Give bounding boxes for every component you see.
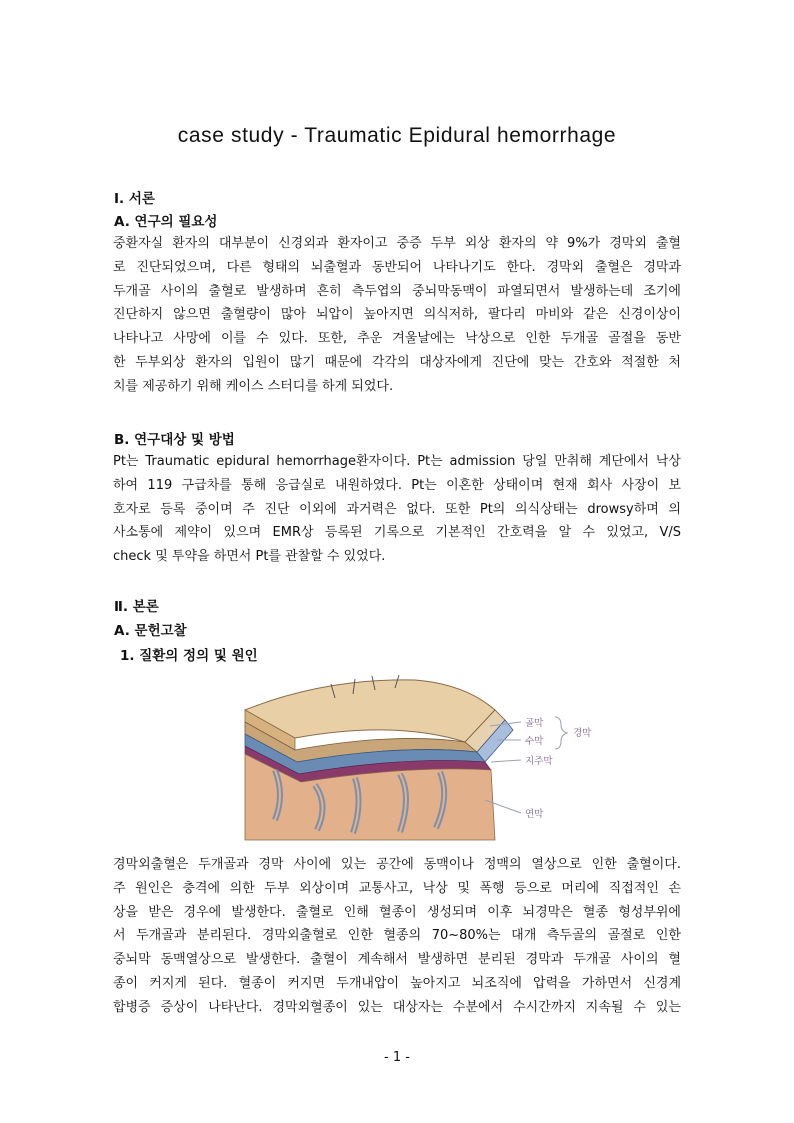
text-line: 두개골 사이의 출혈로 발생하며 흔히 측두엽의 중뇌막동맥이 파열되면서 발생하는데 조기에 [113,283,681,299]
label-bone: 골막 [525,718,544,729]
section-heading-introduction: Ⅰ. 서론 [114,191,155,207]
text-line: 로 진단되었으며, 다른 형태의 뇌출혈과 동반되어 나타나기도 한다. 경막외 출혈은 경막과 [113,259,681,275]
text-line: 상을 받은 경우에 발생한다. 출혈로 인해 혈종이 생성되며 이후 뇌경막은 혈종 형성부위에 [113,904,681,920]
subsection-heading-subject-method: B. 연구대상 및 방법 [114,432,235,448]
text-line: 주 원인은 충격에 의한 두부 외상이며 교통사고, 낙상 및 폭행 등으로 머리에 직접적인 손 [113,880,681,896]
item-heading-definition: 1. 질환의 정의 및 원인 [120,648,258,664]
paragraph-subject-method [113,450,681,569]
paragraph-necessity [113,232,681,399]
subsection-heading-literature: A. 문헌고찰 [114,623,187,639]
paragraph-definition [113,853,681,1020]
text-line: Pt는 Traumatic epidural hemorrhage환자이다. Pt는 admission 당일 만취해 계단에서 낙상 [113,454,681,469]
text-line: 나타나고 사망에 이를 수 있다. 또한, 추운 겨울날에는 낙상으로 인한 두개골 골절을 동반 [113,331,681,347]
text-line: 경막외출혈은 두개골과 경막 사이에 있는 공간에 동맥이나 정맥의 열상으로 인한 출혈이다. [113,857,681,872]
text-line: 호자로 등록 중이며 주 진단 이외에 과거력은 없다. 또한 Pt의 의식상태는 drowsy하며 의 [113,501,681,517]
subsection-heading-necessity: A. 연구의 필요성 [114,214,218,230]
label-pia: 연막 [525,809,544,820]
text-line: 하여 119 구급차를 통해 응급실로 내원하였다. Pt는 이혼한 상태이며 현재 회사 사장이 보 [113,477,681,493]
text-line: 중뇌막 동맥열상으로 발생한다. 출혈이 계속해서 발생하면 분리된 경막과 두개골 사이의 혈 [113,952,681,968]
label-arachnoid: 지주막 [525,756,553,767]
text-line: 사소통에 제약이 있으며 EMR상 등록된 기록으로 기본적인 간호력을 알 수 있었고, V/S [113,525,681,541]
text-line: 종이 커지게 된다. 혈종이 커지면 두개내압이 높아지고 뇌조직에 압력을 가하면서 신경계 [113,975,681,991]
page-number: - 1 - [384,1050,410,1065]
text-line: 서 두개골과 분리된다. 경막외출혈로 인한 혈종의 70~80%는 대개 측두골의 골절로 인한 [113,928,681,944]
text-line: 진단하지 않으면 출혈량이 많아 뇌압이 높아지면 의식저하, 팔다리 마비와 같은 신경이상이 [113,307,681,323]
section-heading-body: Ⅱ. 본론 [114,599,159,615]
label-group: 경막 [573,728,592,739]
document-title: case study - Traumatic Epidural hemorrhage [177,124,617,147]
text-line: 중환자실 환자의 대부분이 신경외과 환자이고 중증 두부 외상 환자의 약 9%가 경막외 출혈 [113,236,681,251]
text-line: 한 두부외상 환자의 입원이 많기 때문에 각각의 대상자에게 진단에 맞는 간호와 적절한 처 [113,354,681,370]
label-dura: 수막 [525,736,544,747]
meninges-illustration [235,670,615,850]
text-line: 합병증 증상이 나타난다. 경막외혈종이 있는 대상자는 수분에서 수시간까지 지속될 수 있는 [113,999,681,1015]
text-line: check 및 투약을 하면서 Pt를 관찰할 수 있었다. [113,549,386,565]
text-line: 치를 제공하기 위해 케이스 스터디를 하게 되었다. [113,378,394,394]
